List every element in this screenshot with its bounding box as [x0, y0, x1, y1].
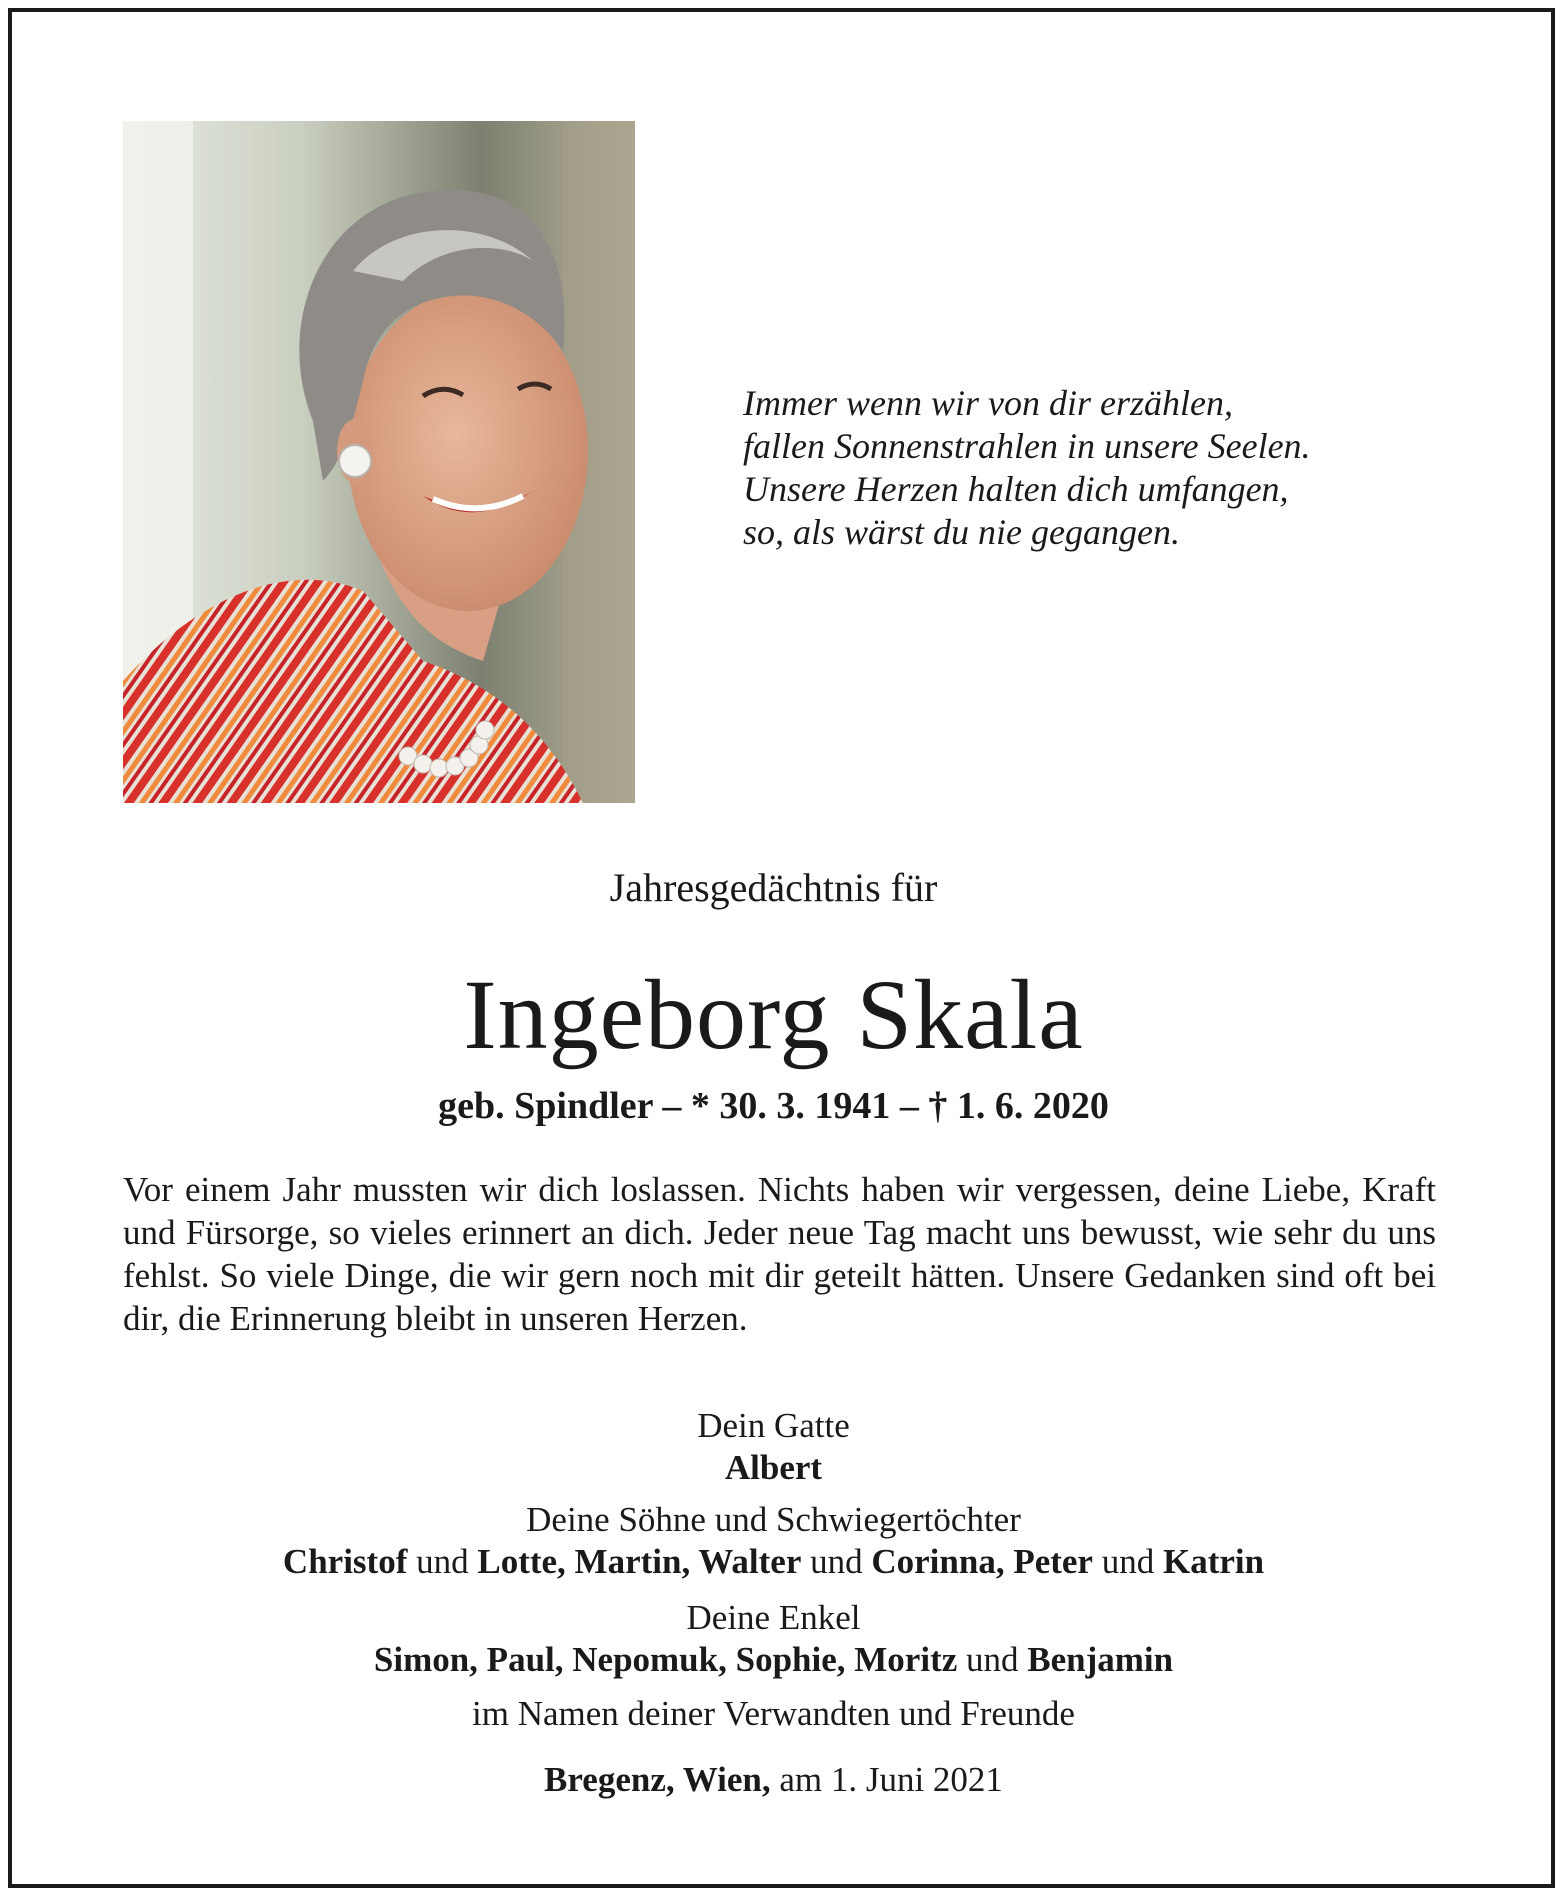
poem-line: Unsere Herzen halten dich umfangen, — [743, 469, 1289, 509]
sons-label: Deine Söhne und Schwiegertöchter — [526, 1500, 1021, 1539]
portrait-image — [123, 121, 635, 803]
family-name: Corinna, Peter — [871, 1542, 1093, 1581]
sons-names — [0, 1541, 1547, 1583]
poem-line: fallen Sonnenstrahlen in unsere Seelen. — [743, 426, 1311, 466]
family-name: Christof — [282, 1542, 408, 1581]
relatives-line: im Namen deiner Verwandten und Freunde — [472, 1694, 1075, 1733]
poem-line: so, als wärst du nie gegangen. — [743, 512, 1180, 552]
closing-date: am 1. Juni 2021 — [779, 1760, 1003, 1799]
spouse-name: Albert — [724, 1448, 823, 1487]
family-name: Simon, Paul, Nepomuk, Sophie, Moritz — [373, 1640, 958, 1679]
spouse-label: Dein Gatte — [697, 1406, 850, 1445]
closing-line — [0, 1759, 1547, 1801]
family-name: Katrin — [1162, 1542, 1265, 1581]
poem-line: Immer wenn wir von dir erzählen, — [743, 383, 1233, 423]
deceased-name: Ingeborg Skala — [463, 959, 1084, 1070]
portrait-photo — [123, 121, 635, 803]
grandchildren-label: Deine Enkel — [686, 1598, 861, 1637]
closing-places: Bregenz, Wien, — [544, 1760, 771, 1799]
memorial-text: Vor einem Jahr mussten wir dich loslassen. Nichts haben wir vergessen, deine Liebe, Kraft und Fürsorge, so vieles erinnert an dich. Jeder neue Tag macht uns bewusst, wie sehr du uns fehlst. So viele Dinge, die wir gern noch mit dir geteilt hätten. Unsere Gedanken sind oft bei dir, die Erinnerung bleibt in unseren Herzen. — [123, 1170, 1436, 1338]
conjunction: und — [416, 1542, 469, 1581]
grandchildren-names — [0, 1639, 1547, 1681]
memorial-intro: Jahresgedächtnis für — [609, 865, 938, 910]
family-name: Benjamin — [1027, 1640, 1174, 1679]
conjunction: und — [1101, 1542, 1155, 1581]
conjunction: und — [966, 1640, 1019, 1679]
conjunction: und — [810, 1542, 863, 1581]
family-name: Lotte, Martin, Walter — [477, 1542, 802, 1581]
life-dates: geb. Spindler – * 30. 3. 1941 – † 1. 6. 2020 — [438, 1085, 1109, 1127]
memorial-poem — [743, 382, 1311, 554]
